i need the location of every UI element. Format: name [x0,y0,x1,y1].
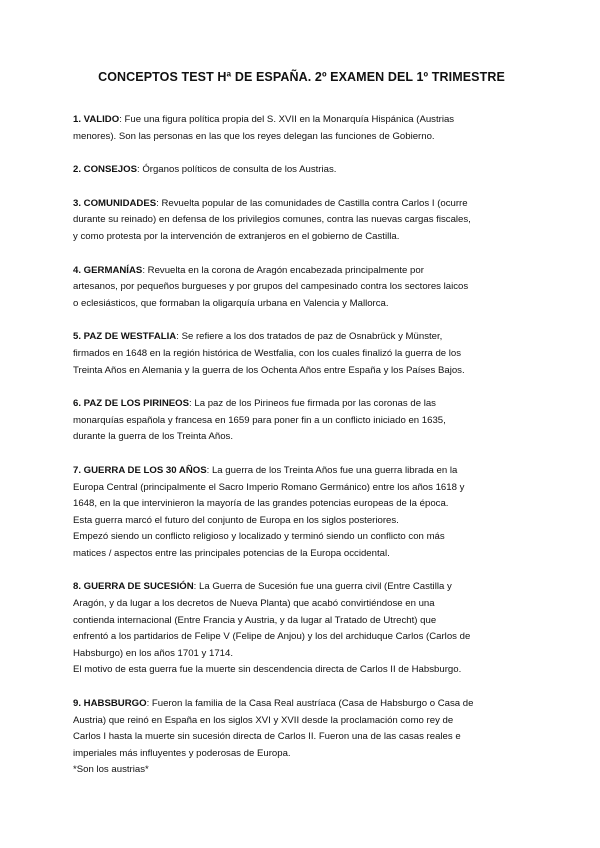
entry-line: *Son los austrias* [73,764,149,776]
entry-term: 7. GUERRA DE LOS 30 AÑOS [73,464,207,476]
entry-comunidades [73,196,530,246]
entry-line: : La paz de los Pirineos fue firmada por las coronas de las [189,398,436,410]
entry-line: Aragón, y da lugar a los decretos de Nueva Planta) que acabó convirtiéndose en una [73,598,435,610]
entry-line: menores). Son las personas en las que los reyes delegan las funciones de Gobierno. [73,130,435,142]
entry-valido [73,112,530,145]
entry-term: 3. COMUNIDADES [73,197,157,209]
entry-line: : Fue una figura política propia del S. XVII en la Monarquía Hispánica (Austrias [119,114,455,125]
entry-paz-westfalia [73,329,530,379]
entry-germanias [73,263,530,313]
entry-line: enfrentó a los partidarios de Felipe V (Felipe de Anjou) y los del archiduque Carlos (Carlos de [73,631,471,643]
entry-consejos [73,162,530,179]
entry-line: artesanos, por pequeños burgueses y por grupos del campesinado contra los sectores laicos [73,281,469,293]
entry-line: firmados en 1648 en la región histórica de Westfalia, con los cuales finalizó la guerra de los [73,347,462,359]
entry-line: Habsburgo) en los años 1701 y 1714. [73,647,234,659]
entry-line: : Revuelta popular de las comunidades de Castilla contra Carlos I (ocurre [156,197,468,209]
entry-line: o eclesiásticos, que formaban la oligarquía urbana en Valencia y Mallorca. [73,297,389,309]
entry-line: imperiales más influyentes y poderosas de Europa. [73,747,291,759]
entry-term: 5. PAZ DE WESTFALIA [73,331,177,343]
entry-line: : La guerra de los Treinta Años fue una guerra librada en la [206,464,458,476]
entry-line: El motivo de esta guerra fue la muerte sin descendencia directa de Carlos II de Habsburgo. [73,664,462,676]
entry-line: monarquías española y francesa en 1659 para poner fin a un conflicto iniciado en 1635, [73,414,446,426]
entry-line: durante su reinado) en defensa de los privilegios comunes, contra las nuevas cargas fiscales, [73,214,471,226]
entry-term: 4. GERMANÍAS [73,264,143,276]
entry-term: 1. VALIDO [73,114,120,125]
entry-line: Europa Central (principalmente el Sacro Imperio Romano Germánico) entre los años 1618 y [73,481,465,493]
entry-term: 8. GUERRA DE SUCESIÓN [73,581,194,593]
entry-line: durante la guerra de los Treinta Años. [73,431,233,443]
entry-line: 1648, en la que intervinieron la mayoría de las grandes potencias europeas de la época. [73,498,449,510]
entry-line: : Se refiere a los dos tratados de paz de Osnabrück y Münster, [176,331,443,343]
entry-guerra-sucesion [73,579,530,679]
entry-line: y como protesta por la intervención de extranjeros en el gobierno de Castilla. [73,230,400,242]
entry-line: : Fueron la familia de la Casa Real austríaca (Casa de Habsburgo o Casa de [146,698,474,710]
entry-term: 9. HABSBURGO [73,698,147,710]
entry-line: matices / aspectos entre las principales potencias de la Europa occidental. [73,547,390,559]
document-title: CONCEPTOS TEST Hª DE ESPAÑA. 2º EXAMEN DEL 1º TRIMESTRE [98,70,505,84]
entry-habsburgo [73,696,530,779]
entry-line: contienda internacional (Entre Francia y Austria, y da lugar al Tratado de Utrecht) que [73,614,437,626]
entry-line: Esta guerra marcó el futuro del conjunto de Europa en los siglos posteriores. [73,514,399,526]
entry-paz-pirineos [73,396,530,446]
entry-line: : La Guerra de Sucesión fue una guerra civil (Entre Castilla y [193,581,452,593]
entry-term: 2. CONSEJOS [73,164,137,176]
entry-guerra-30-anos [73,463,530,563]
entry-line: Empezó siendo un conflicto religioso y localizado y terminó siendo un conflicto con más [73,531,445,543]
entry-line: Treinta Años en Alemania y la guerra de los Ochenta Años entre España y los Países Bajos. [73,364,465,376]
entry-line: Austria) que reinó en España en los siglos XVI y XVII desde la proclamación como rey de [73,714,454,726]
entry-line: : Revuelta en la corona de Aragón encabezada principalmente por [142,264,424,276]
entry-line: Carlos I hasta la muerte sin sucesión directa de Carlos II. Fueron una de las casas reales e [73,731,461,743]
entry-term: 6. PAZ DE LOS PIRINEOS [73,398,190,410]
entry-line: : Órganos políticos de consulta de los Austrias. [136,164,337,176]
